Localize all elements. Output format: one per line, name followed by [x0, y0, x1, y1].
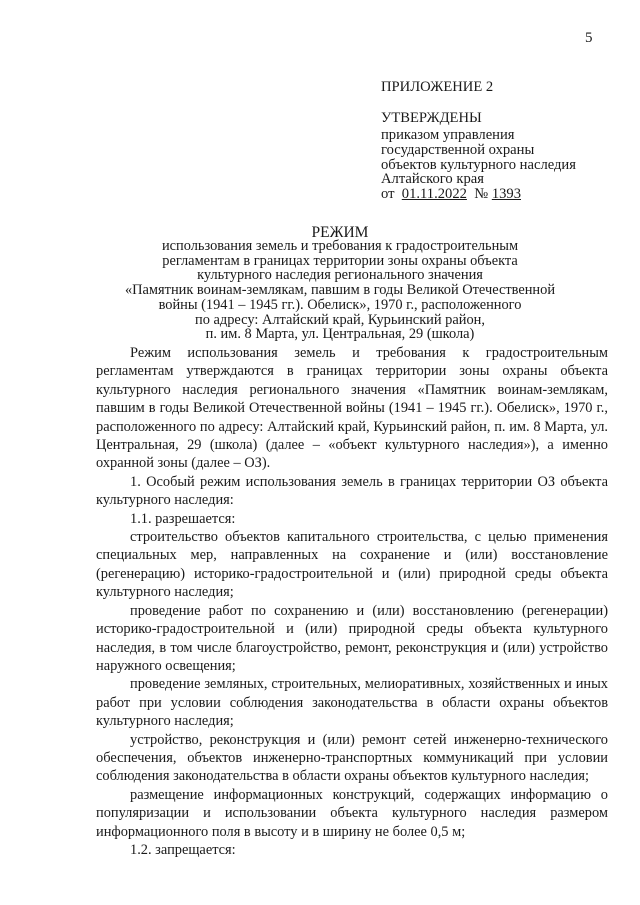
subtitle-line: по адресу: Алтайский край, Курьинский район,: [195, 311, 485, 328]
approval-date-line: [381, 187, 576, 202]
approval-details: [381, 128, 576, 202]
body-paragraph: Режим использования земель и требования к градостроительным регламентам утверждаются в границах территории зоны охраны объекта культурного наследия регионального значения «Памятник воинам-землякам, павшим в годы Великой Отечественной войны (1941 – 1945 гг.). Обелиск», 1970 г., расположенного по адресу: Алтайский край, Курьинский район, п. им. 8 Марта, ул. Центральная, 29 (школа) (далее – «объект культурного наследия»), а именно охранной зоны (далее – ОЗ).: [96, 345, 608, 472]
body-paragraph: устройство, реконструкция и (или) ремонт сетей инженерно-технического обеспечения, объектов инженерно-транспортных коммуникаций при условии соблюдения законодательства в области охраны объектов культурного наследия;: [96, 731, 608, 785]
document-title: РЕЖИМ: [311, 224, 369, 241]
order-number: 1393: [491, 186, 521, 203]
approval-line: объектов культурного наследия: [381, 156, 576, 173]
approval-line: государственной охраны: [381, 141, 535, 158]
approval-date: 01.11.2022: [401, 186, 467, 203]
subtitle-line: культурного наследия регионального значения: [197, 267, 483, 284]
subtitle-line: войны (1941 – 1945 гг.). Обелиск», 1970 г., расположенного: [158, 296, 522, 313]
approved-label: УТВЕРЖДЕНЫ: [381, 110, 482, 126]
date-prefix: от: [381, 186, 395, 203]
body-paragraph: проведение земляных, строительных, мелиоративных, хозяйственных и иных работ при условии соблюдения законодательства в области охраны объектов культурного наследия;: [96, 676, 608, 730]
body-paragraph: 1. Особый режим использования земель в границах территории ОЗ объекта культурного наследия:: [96, 473, 608, 509]
subtitle-line: регламентам в границах территории зоны охраны объекта: [162, 252, 518, 269]
page-number: 5: [585, 30, 593, 46]
appendix-label: ПРИЛОЖЕНИЕ 2: [381, 79, 494, 95]
body-paragraph: строительство объектов капитального строительства, с целью применения специальных мер, направленных на сохранение и (или) восстановление (регенерацию) историко-градостроительной и (или) природной среды объекта культурного наследия;: [96, 529, 608, 601]
subtitle-line: п. им. 8 Марта, ул. Центральная, 29 (школа): [205, 326, 475, 343]
approval-line: Алтайского края: [381, 171, 484, 188]
number-sign: №: [474, 186, 489, 203]
document-subtitle: [100, 239, 580, 342]
subtitle-line: «Памятник воинам-землякам, павшим в годы Великой Отечественной: [124, 282, 556, 299]
body-paragraph: 1.2. запрещается:: [130, 841, 236, 858]
subtitle-line: использования земель и требования к градостроительным: [161, 238, 519, 254]
body-paragraph: 1.1. разрешается:: [130, 510, 236, 527]
body-paragraph: проведение работ по сохранению и (или) восстановлению (регенерации) историко-градостроительной и (или) природной среды объекта культурного наследия, в том числе благоустройство, ремонт, реконструкция и (или) устройство наружного освещения;: [96, 602, 608, 674]
body-paragraph: размещение информационных конструкций, содержащих информацию о популяризации и использовании объекта культурного наследия размером информационного поля в высоту и в ширину не более 0,5 м;: [96, 786, 608, 840]
approval-line: приказом управления: [381, 127, 515, 143]
document-body: [96, 344, 608, 859]
